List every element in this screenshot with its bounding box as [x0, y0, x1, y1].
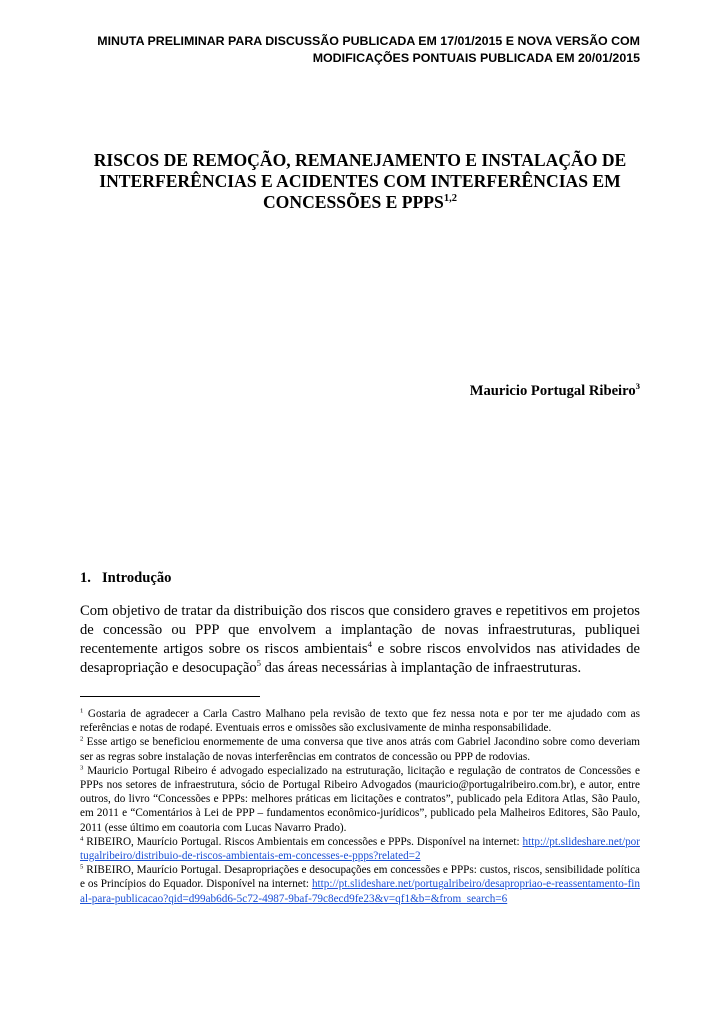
section-number: 1. [80, 570, 91, 586]
footnote-number: 5 [80, 863, 84, 871]
footnote-text: Gostaria de agradecer a Carla Castro Malhano pela revisão de texto que fez nessa nota e por ter me ajudado com as referências e notas de rodapé. Eventuais erros e omissões são exclusivamente de minha responsabilidade. [80, 708, 640, 735]
footnote-number: 2 [80, 735, 84, 743]
body-text-part-1: Com objetivo de tratar da distribuição dos riscos que considero graves e repetitivos em projetos de concessão ou PPP que envolvem a implantação de novas infraestruturas, publiquei recentemente artigos sobre os riscos ambientais [80, 603, 640, 657]
page-header [80, 33, 640, 67]
section-title: Introdução [102, 570, 172, 586]
footnote-text: Esse artigo se beneficiou enormemente de uma conversa que tive anos atrás com Gabriel Jacondino sobre como deveriam ser as regras sobre instalação de novas interferências em contratos de concessão ou PPP de rodovias. [80, 736, 640, 763]
header-line-1: MINUTA PRELIMINAR PARA DISCUSSÃO PUBLICADA EM 17/01/2015 E NOVA VERSÃO COM [97, 34, 640, 48]
footnote-link[interactable]: http://pt.slideshare.net/portugalribeiro/desapropriao-e-reassentamento-final-para-publicacao?qid=d99ab6d6-5c72-4987-9baf-79c8ecd9fe23&v=qf1&b=&from_search=6 [80, 878, 640, 905]
header-line-2: MODIFICAÇÕES PONTUAIS PUBLICADA EM 20/01/2015 [312, 51, 640, 65]
footnote-number: 1 [80, 707, 84, 715]
footnote-number: 4 [80, 835, 84, 843]
footnote-text: RIBEIRO, Maurício Portugal. Desapropriações e desocupações em concessões e PPPs: custos, riscos, sensibilidade política e os Princípios do Equador. Disponível na internet: [80, 864, 640, 891]
footnote-ref-4[interactable]: 4 [367, 639, 372, 650]
body-text-part-3: das áreas necessárias à implantação de infraestruturas. [261, 660, 582, 676]
body-paragraph [80, 602, 640, 678]
footnote-4 [80, 835, 640, 863]
author-footnote-ref[interactable]: 3 [635, 381, 640, 392]
section-heading [80, 570, 171, 587]
footnote-number: 3 [80, 764, 84, 772]
title-line-1: RISCOS DE REMOÇÃO, REMANEJAMENTO E INSTALAÇÃO DE [93, 150, 627, 170]
footnote-5 [80, 863, 640, 906]
title-line-3-text: CONCESSÕES E PPPS [262, 192, 444, 212]
footnote-3 [80, 764, 640, 835]
footnote-separator [80, 696, 260, 697]
title-line-2: INTERFERÊNCIAS E ACIDENTES COM INTERFERÊNCIAS EM [99, 171, 621, 191]
footnote-ref-5[interactable]: 5 [256, 658, 262, 669]
title-footnote-ref[interactable]: 1,2 [443, 193, 458, 205]
footnote-1 [80, 707, 640, 735]
footnote-link[interactable]: http://pt.slideshare.net/portugalribeiro/distribuio-de-riscos-ambientais-em-concesses-e-ppps?related=2 [80, 835, 640, 863]
author-name-text: Mauricio Portugal Ribeiro [469, 383, 636, 399]
document-title [80, 150, 640, 213]
footnotes [80, 707, 640, 906]
body-text-part-2: e sobre riscos envolvidos nas atividades de desapropriação e desocupação [80, 641, 640, 676]
footnote-text: RIBEIRO, Maurício Portugal. Riscos Ambientais em concessões e PPPs. Disponível na internet: [83, 835, 523, 848]
title-line-3 [80, 192, 640, 213]
footnote-2 [80, 735, 640, 763]
author-name [470, 383, 640, 400]
footnote-text: Mauricio Portugal Ribeiro é advogado especializado na estruturação, licitação e regulação de contratos de Concessões e PPPs nos setores de infraestrutura, sócio de Portugal Ribeiro Advogados (mauricio@portugalribeiro.com.br), e autor, entre outros, do livro “Concessões e PPPs: melhores práticas em licitações e contratos”, publicado pela Editora Atlas, São Paulo, em 2011 e “Comentários à Lei de PPP – fundamentos econômico-jurídicos”, publicado pela Malheiros Editores, São Paulo, 2011 (esse último em coautoria com Lucas Navarro Prado). [80, 764, 640, 834]
